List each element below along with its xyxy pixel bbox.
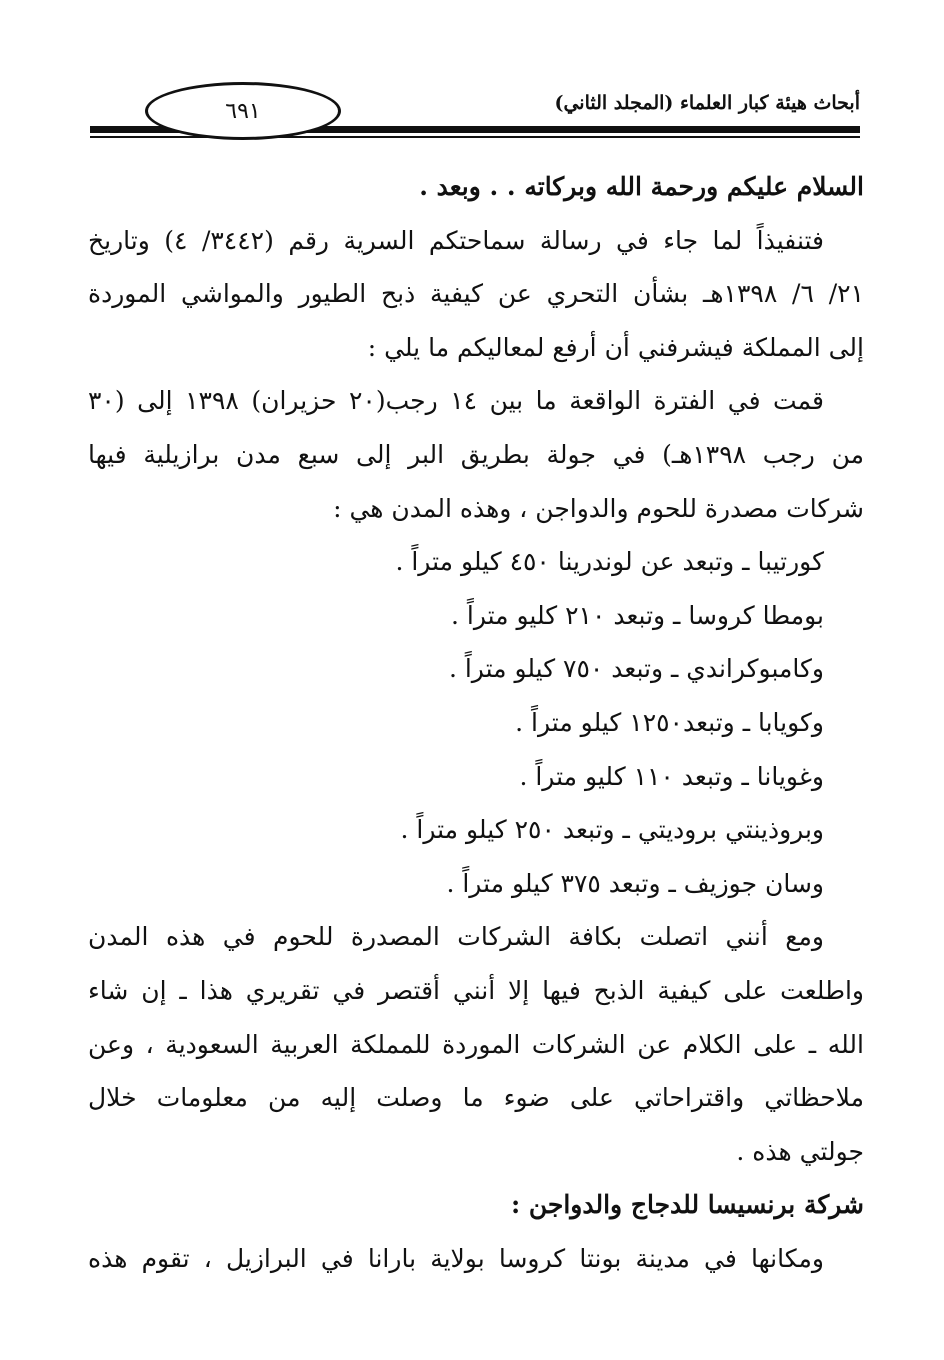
paragraph-1-line: إلى المملكة فيشرفني أن أرفع لمعاليكم ما يلي :	[367, 332, 864, 362]
paragraph-1-line: ٢١/ ٦/ ١٣٩٨هـ بشأن التحري عن كيفية ذبح الطيور والمواشي الموردة	[88, 279, 864, 309]
city-item: وكامبوكراندي ـ وتبعد ٧٥٠ كيلو متراً .	[448, 654, 824, 684]
paragraph-1-line: فتنفيذاً لما جاء في رسالة سماحتكم السرية رقم (٣٤٤٢/ ٤) وتاريخ	[88, 225, 824, 255]
city-item: بومطا كروسا ـ وتبعد ٢١٠ كليو متراً .	[451, 600, 824, 630]
paragraph-2-line: شركات مصدرة للحوم والدواجن ، وهذه المدن هي :	[333, 493, 864, 523]
page-number: ٦٩١	[145, 82, 341, 140]
running-title: أبحاث هيئة كبار العلماء (المجلد الثاني)	[554, 92, 860, 114]
section-subheading: شركة برنسيسا للدجاج والدواجن :	[510, 1190, 864, 1220]
paragraph-2-line: قمت في الفترة الواقعة ما بين ١٤ رجب(٢٠ حزيران) ١٣٩٨ إلى (٣٠	[88, 386, 825, 416]
paragraph-3-line: واطلعت على كيفية الذبح فيها إلا أنني أقتصر في تقريري هذا ـ إن شاء	[88, 975, 864, 1005]
paragraph-3-line: جولتي هذه .	[736, 1136, 864, 1166]
paragraph-3-line: الله ـ على الكلام عن الشركات الموردة للمملكة العربية السعودية ، وعن	[88, 1029, 864, 1059]
greeting: السلام عليكم ورحمة الله وبركاته . . وبعد .	[419, 172, 864, 201]
page-header	[90, 78, 860, 148]
city-item: وسان جوزيف ـ وتبعد ٣٧٥ كيلو متراً .	[446, 868, 824, 898]
city-item: وغويانا ـ وتبعد ١١٠ كليو متراً .	[519, 761, 824, 791]
paragraph-2-line: من رجب ١٣٩٨هـ) في جولة بطريق البر إلى سبع مدن برازيلية فيها	[88, 439, 864, 469]
body-text	[88, 160, 864, 1285]
paragraph-3-line: ومع أنني اتصلت بكافة الشركات المصدرة للحوم في هذه المدن	[88, 922, 824, 952]
paragraph-4-line: ومكانها في مدينة بونتا كروسا بولاية بارانا في البرازيل ، تقوم هذه	[88, 1243, 824, 1273]
city-item: كورتيبا ـ وتبعد عن لوندرينا ٤٥٠ كيلو متراً .	[395, 547, 824, 577]
city-item: وبروذينتي بروديتي ـ وتبعد ٢٥٠ كيلو متراً .	[400, 815, 824, 845]
paragraph-3-line: ملاحظاتي واقتراحاتي على ضوء ما وصلت إليه من معلومات خلال	[88, 1083, 864, 1113]
city-item: وكويابا ـ وتبعد١٢٥٠ كيلو متراً .	[515, 707, 824, 737]
